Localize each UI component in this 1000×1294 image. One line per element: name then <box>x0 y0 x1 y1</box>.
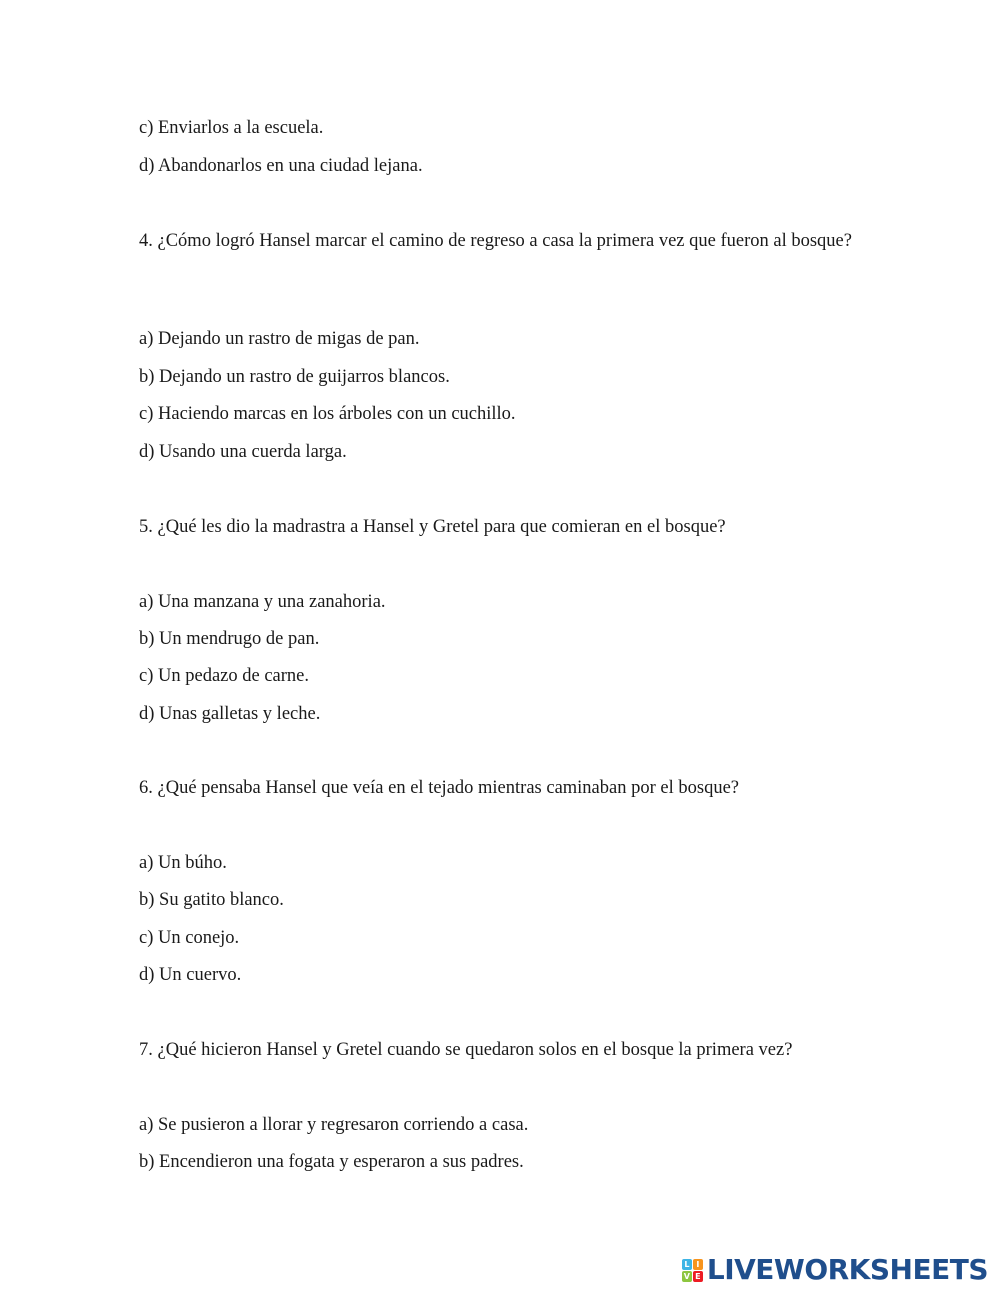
tile-l: L <box>682 1259 692 1270</box>
q7-option-b: b) Encendieron una fogata y esperaron a sus padres. <box>139 1152 524 1172</box>
liveworksheets-logo <box>682 1255 988 1285</box>
q5-option-d: d) Unas galletas y leche. <box>139 704 321 724</box>
logo-text: LIVEWORKSHEETS <box>706 1253 988 1286</box>
q4-option-d: d) Usando una cuerda larga. <box>139 442 347 462</box>
tile-e: E <box>693 1271 703 1282</box>
q6-option-c: c) Un conejo. <box>139 928 240 948</box>
q6-option-b: b) Su gatito blanco. <box>139 890 284 910</box>
tile-i: I <box>693 1259 703 1270</box>
question-6: 6. ¿Qué pensaba Hansel que veía en el tejado mientras caminaban por el bosque? <box>139 778 739 798</box>
q5-option-c: c) Un pedazo de carne. <box>139 666 309 686</box>
option-prev-c: c) Enviarlos a la escuela. <box>139 118 324 138</box>
q5-option-a: a) Una manzana y una zanahoria. <box>139 592 386 612</box>
q6-option-d: d) Un cuervo. <box>139 965 242 985</box>
q7-option-a: a) Se pusieron a llorar y regresaron corriendo a casa. <box>139 1115 529 1135</box>
q5-option-b: b) Un mendrugo de pan. <box>139 629 320 649</box>
live-tiles-icon <box>682 1259 703 1282</box>
q4-option-a: a) Dejando un rastro de migas de pan. <box>139 329 420 349</box>
question-7: 7. ¿Qué hicieron Hansel y Gretel cuando se quedaron solos en el bosque la primera vez? <box>139 1040 793 1060</box>
q6-option-a: a) Un búho. <box>139 853 227 873</box>
question-5: 5. ¿Qué les dio la madrastra a Hansel y Gretel para que comieran en el bosque? <box>139 517 726 537</box>
q4-option-b: b) Dejando un rastro de guijarros blancos. <box>139 367 450 387</box>
q4-option-c: c) Haciendo marcas en los árboles con un cuchillo. <box>139 404 516 424</box>
option-prev-d: d) Abandonarlos en una ciudad lejana. <box>139 156 423 176</box>
tile-v: V <box>683 1271 690 1281</box>
question-4: 4. ¿Cómo logró Hansel marcar el camino de regreso a casa la primera vez que fueron al bosque? <box>139 231 852 251</box>
